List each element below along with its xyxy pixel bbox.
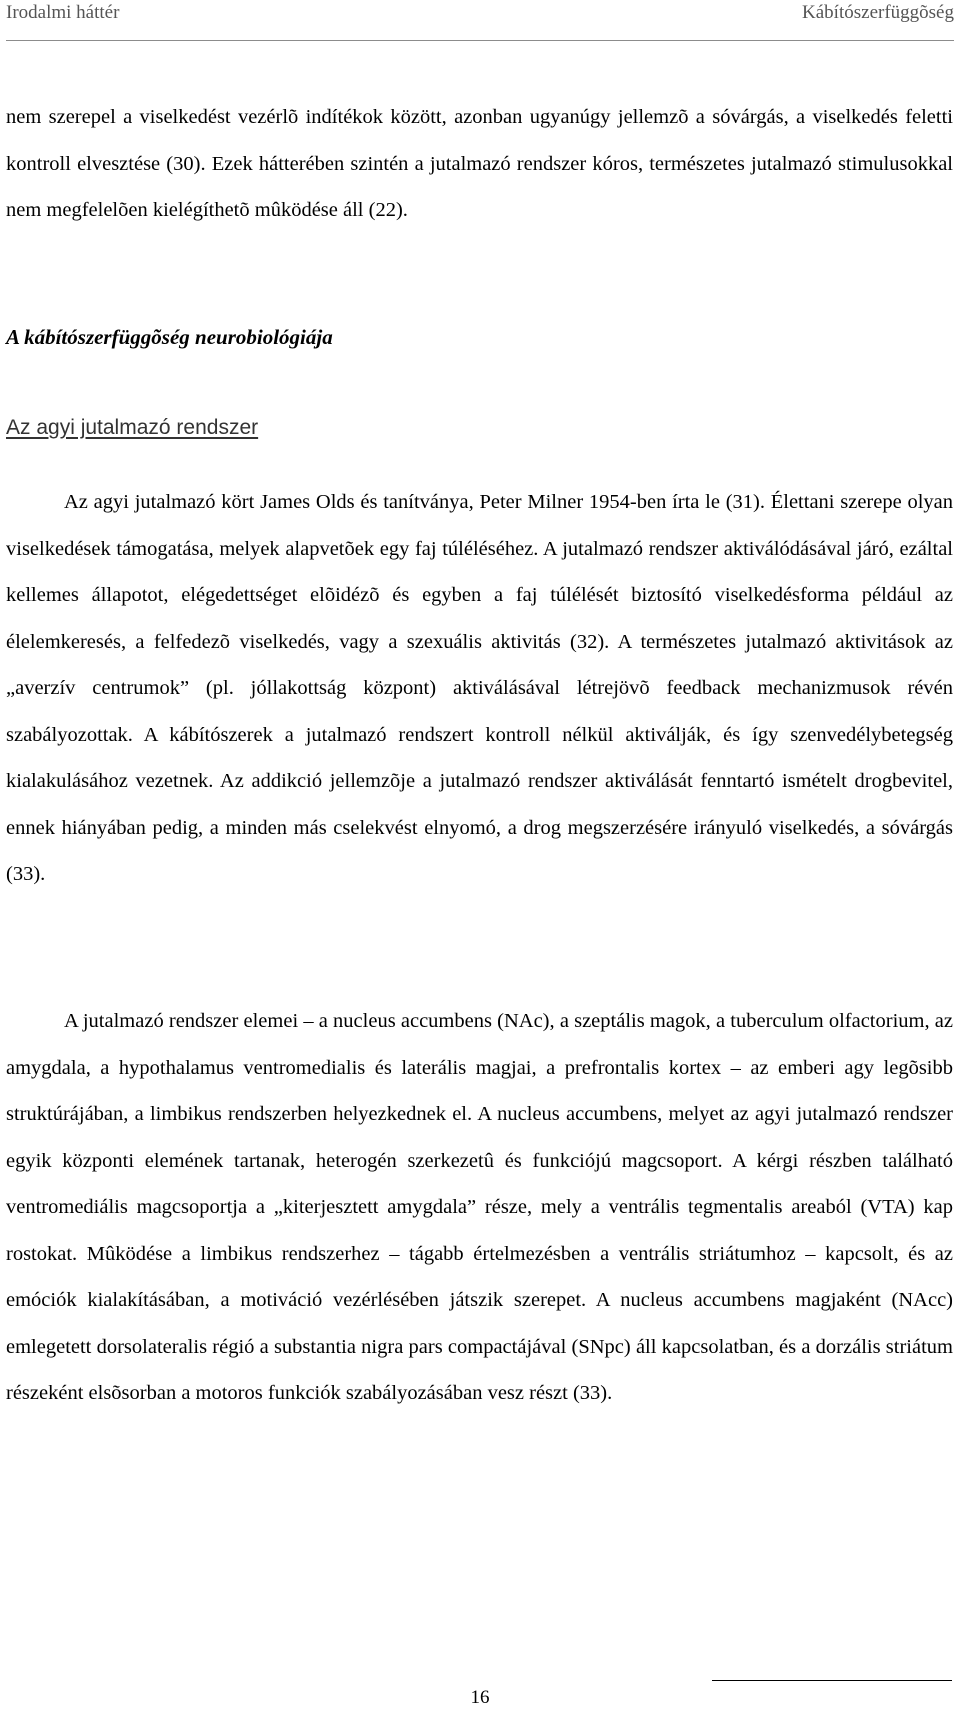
page-header xyxy=(6,0,954,41)
footer-divider xyxy=(712,1680,952,1681)
header-document-title: Kábítószerfüggõség xyxy=(802,2,954,23)
paragraph-reward-circuit: Az agyi jutalmazó kört James Olds és tanítványa, Peter Milner 1954-ben írta le (31). Élettani szerepe olyan viselkedések támogatása, melyek alapvetõek egy faj túléléséhez. A jutalmazó rendszer aktiválódásával járó, ezáltal kellemes állapotot, elégedettséget elõidézõ és egyben a faj túlélését biztosító viselkedésforma például az élelemkeresés, a felfedezõ viselkedés, vagy a szexuális aktivitás (32). A természetes jutalmazó aktivitások az „averzív centrumok” (pl. jóllakottság központ) aktiválásával létrejövõ feedback mechanizmusok révén szabályozottak. A kábítószerek a jutalmazó rendszert kontroll nélkül aktiválják, és így szenvedélybetegség kialakulásához vezetnek. Az addikció jellemzõje a jutalmazó rendszer aktiválását fenntartó ismételt drogbevitel, ennek hiányában pedig, a minden más cselekvést elnyomó, a drog megszerzésére irányuló viselkedés, a sóvárgás (33). xyxy=(6,491,953,885)
paragraph-continuation: nem szerepel a viselkedést vezérlõ indítékok között, azonban ugyanúgy jellemzõ a sóvárgás, a viselkedés feletti kontroll elvesztése (30). Ezek hátterében szintén a jutalmazó rendszer kóros, természetes jutalmazó stimulusokkal nem megfelelõen kielégíthetõ mûködése áll (22). xyxy=(6,106,953,221)
paragraph-reward-components: A jutalmazó rendszer elemei – a nucleus accumbens (NAc), a szeptális magok, a tuberculum olfactorium, az amygdala, a hypothalamus ventromedialis és laterális magjai, a prefrontalis kortex – az emberi agy legõsibb struktúrájában, a limbikus rendszerben helyezkednek el. A nucleus accumbens, melyet az agyi jutalmazó rendszer egyik központi elemének tartanak, heterogén szerkezetû és funkciójú magcsoport. A kérgi részben található ventromediális magcsoportja a „kiterjesztett amygdala” része, mely a ventrális tegmentalis areaból (VTA) kap rostokat. Mûködése a limbikus rendszerhez – tágabb értelmezésben a ventrális striátumhoz – kapcsolt, és az emóciók kialakításában, a motiváció vezérlésében játszik szerepet. A nucleus accumbens magjaként (NAcc) emlegetett dorsolateralis régió a substantia nigra pars compactájával (SNpc) áll kapcsolatban, és a dorzális striátum részeként elsõsorban a motoros funkciók szabályozásában vesz részt (33). xyxy=(6,1010,953,1404)
section-heading: A kábítószerfüggõség neurobiológiája xyxy=(6,325,333,349)
page-number: 16 xyxy=(470,1687,490,1708)
subsection-heading: Az agyi jutalmazó rendszer xyxy=(6,416,259,439)
header-chapter-title: Irodalmi háttér xyxy=(6,2,120,23)
